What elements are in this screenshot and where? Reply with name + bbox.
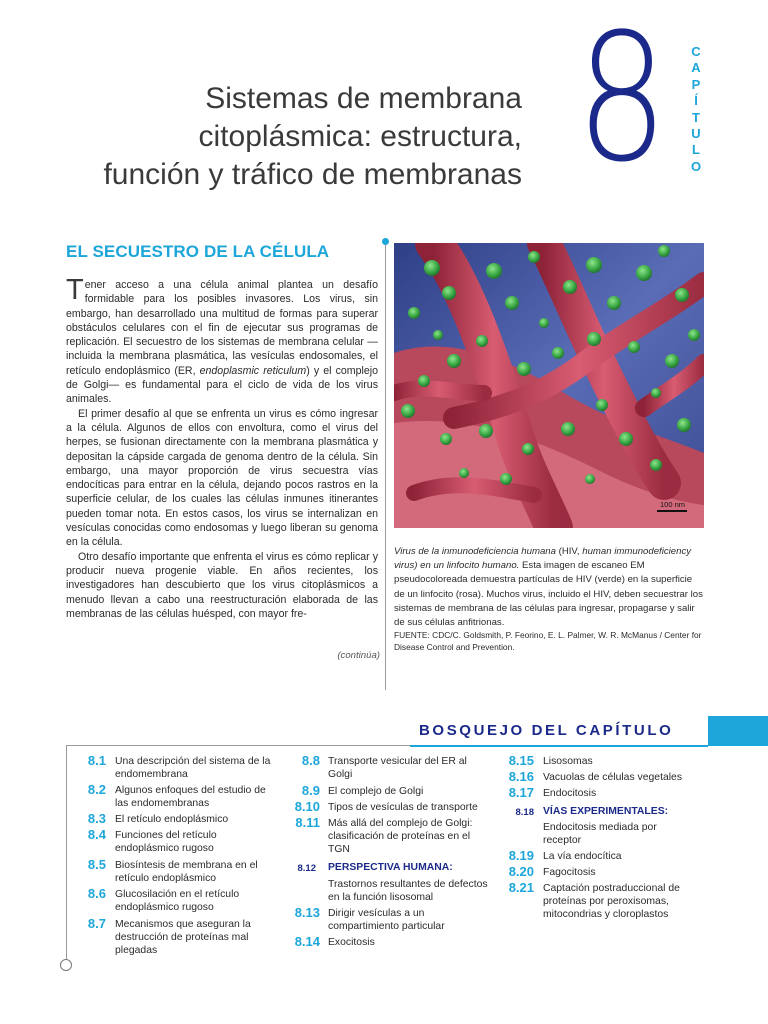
outline-item: Transporte vesicular del ER al Golgi bbox=[328, 756, 467, 780]
paragraph-2: El primer desafío al que se enfrenta un virus es cómo ingresar a la célula. Algunos de ellos con envoltura, como el virus del herpes, se fusionan directamente con la membrana plasmática y depositan la cápside cargada de genoma dentro de la célula. Sin embargo, una mayor proporción de virus secuestra vías endocíticas para entrar en la célula, dejando pocos rastros en la superficie celular, de los cuales las células inmunes itinerantes pueden tomar nota. En estos casos, los virus se internalizan en vesículas conocidas como endosomas y luego liberan su genoma en la célula. bbox=[66, 407, 378, 549]
outline-item: Exocitosis bbox=[328, 937, 375, 948]
hiv-micrograph-image bbox=[394, 243, 704, 528]
outline-item: Tipos de vesículas de transporte bbox=[328, 802, 478, 813]
outline-item: Algunos enfoques del estudio de las endomembranas bbox=[115, 785, 266, 809]
outline-item: Funciones del retículo endoplásmico rugoso bbox=[115, 830, 217, 854]
outline-item: Lisosomas bbox=[543, 756, 593, 767]
intro-body-text bbox=[66, 274, 378, 621]
outline-num: 8.20 bbox=[508, 864, 534, 879]
chapter-title-line-2: citoplásmica: estructura, bbox=[198, 120, 522, 153]
outline-feature-heading: VÍAS EXPERIMENTALES: bbox=[543, 806, 669, 817]
outline-num: 8.19 bbox=[508, 848, 534, 863]
outline-item: Glucosilación en el retículo endoplásmico rugoso bbox=[115, 889, 240, 913]
outline-num: 8.11 bbox=[295, 815, 320, 830]
outline-heading: BOSQUEJO DEL CAPÍTULO bbox=[419, 722, 674, 739]
chapter-title bbox=[2, 80, 522, 194]
outline-num: 8.14 bbox=[294, 934, 320, 949]
paragraph-1: Tener acceso a una célula animal plantea un desafío formidable para los posibles invasores. Los virus, sin embargo, han desarrollado una multitud de formas para superar obstáculos celulares con el fin de ejecutar sus programas de replicación. El secuestro de los sistemas de membrana celular —incluida la membrana plasmática, las vesículas endosomales, el retículo endoplásmico (ER, endoplasmic reticulum) y el complejo de Golgi— es fundamental para el ciclo de vida de los virus animales. bbox=[66, 274, 378, 406]
outline-num: 8.18 bbox=[515, 807, 534, 818]
figure-caption bbox=[394, 545, 704, 654]
outline-num: 8.17 bbox=[508, 785, 534, 800]
outline-left-rule bbox=[66, 745, 67, 961]
column-divider-dot bbox=[382, 238, 389, 245]
outline-num: 8.16 bbox=[508, 769, 534, 784]
chapter-title-line-1: Sistemas de membrana bbox=[205, 82, 522, 115]
caption-source: FUENTE: CDC/C. Goldsmith, P. Feorino, E. L. Palmer, W. R. McManus / Center for Disease Control and Prevention. bbox=[394, 630, 702, 653]
outline-feature-heading: PERSPECTIVA HUMANA: bbox=[328, 862, 453, 873]
column-divider bbox=[385, 242, 386, 690]
outline-top-rule bbox=[66, 745, 410, 746]
outline-num: 8.3 bbox=[87, 811, 106, 826]
outline-heading-accent bbox=[708, 716, 768, 746]
outline-corner-circle bbox=[60, 959, 72, 971]
scale-bar-label: 100 nm bbox=[660, 500, 686, 509]
outline-num: 8.21 bbox=[508, 880, 534, 895]
outline-item: Mecanismos que aseguran la destrucción de proteínas mal plegadas bbox=[115, 919, 251, 956]
outline-num: 8.10 bbox=[294, 799, 320, 814]
micrograph-illustration bbox=[394, 243, 704, 528]
chapter-title-line-3: función y tráfico de membranas bbox=[103, 158, 522, 191]
outline-item: El complejo de Golgi bbox=[328, 786, 424, 797]
outline-item: Fagocitosis bbox=[543, 867, 596, 878]
outline-num: 8.2 bbox=[87, 782, 106, 797]
outline-item: Dirigir vesículas a un compartimiento particular bbox=[328, 908, 445, 932]
outline-num: 8.7 bbox=[87, 916, 106, 931]
continued-note: (continúa) bbox=[337, 650, 380, 661]
outline-heading-underline bbox=[410, 745, 708, 747]
outline-item: El retículo endoplásmico bbox=[115, 814, 229, 825]
drop-cap: T bbox=[66, 274, 84, 306]
chapter-number: 8 bbox=[576, 0, 668, 201]
outline-item: La vía endocítica bbox=[543, 851, 622, 862]
paragraph-3: Otro desafío importante que enfrenta el virus es cómo replicar y producir nueva progenie viable. En años recientes, los investigadores han descubierto que los virus citoplásmicos a menudo llevan a cabo una reestructuración elaborada de las membranas de las células huésped, con mayor fre- bbox=[66, 550, 378, 620]
scale-bar bbox=[657, 510, 687, 512]
outline-item: Biosíntesis de membrana en el retículo endoplásmico bbox=[115, 860, 258, 884]
outline-num: 8.8 bbox=[301, 753, 320, 768]
outline-item: Vacuolas de células vegetales bbox=[543, 772, 683, 783]
chapter-word-vertical: C A P Í T U L O bbox=[690, 44, 702, 174]
outline-item: Una descripción del sistema de la endomembrana bbox=[115, 756, 271, 780]
outline-num: 8.6 bbox=[87, 886, 106, 901]
outline-num: 8.15 bbox=[508, 753, 534, 768]
section-heading: EL SECUESTRO DE LA CÉLULA bbox=[66, 242, 330, 261]
outline-item: Trastornos resultantes de defectos en la función lisosomal bbox=[328, 879, 488, 903]
outline-num: 8.5 bbox=[87, 857, 106, 872]
outline-item: Captación postraduccional de proteínas por peroxisomas, mitocondrias y cloroplastos bbox=[543, 883, 680, 920]
outline-item: Endocitosis mediada por receptor bbox=[543, 822, 657, 846]
outline-num: 8.1 bbox=[87, 753, 106, 768]
outline-num: 8.12 bbox=[297, 863, 316, 874]
outline-num: 8.13 bbox=[294, 905, 320, 920]
caption-text: Virus de la inmunodeficiencia humana (HIV, human immunodeficiency virus) en un linfocito humano. Esta imagen de escaneo EM pseudocoloreada demuestra partículas de HIV (verde) en la superficie de un linfocito (rosa). Muchos virus, incluido el HIV, deben secuestrar los sistemas de membrana de las células para ingresar, propagarse y salir de sus células anfitrionas. bbox=[394, 546, 703, 629]
outline-num: 8.4 bbox=[87, 827, 106, 842]
outline-num: 8.9 bbox=[301, 783, 320, 798]
outline-item: Más allá del complejo de Golgi: clasificación de proteínas en el TGN bbox=[328, 818, 473, 855]
outline-item: Endocitosis bbox=[543, 788, 597, 799]
